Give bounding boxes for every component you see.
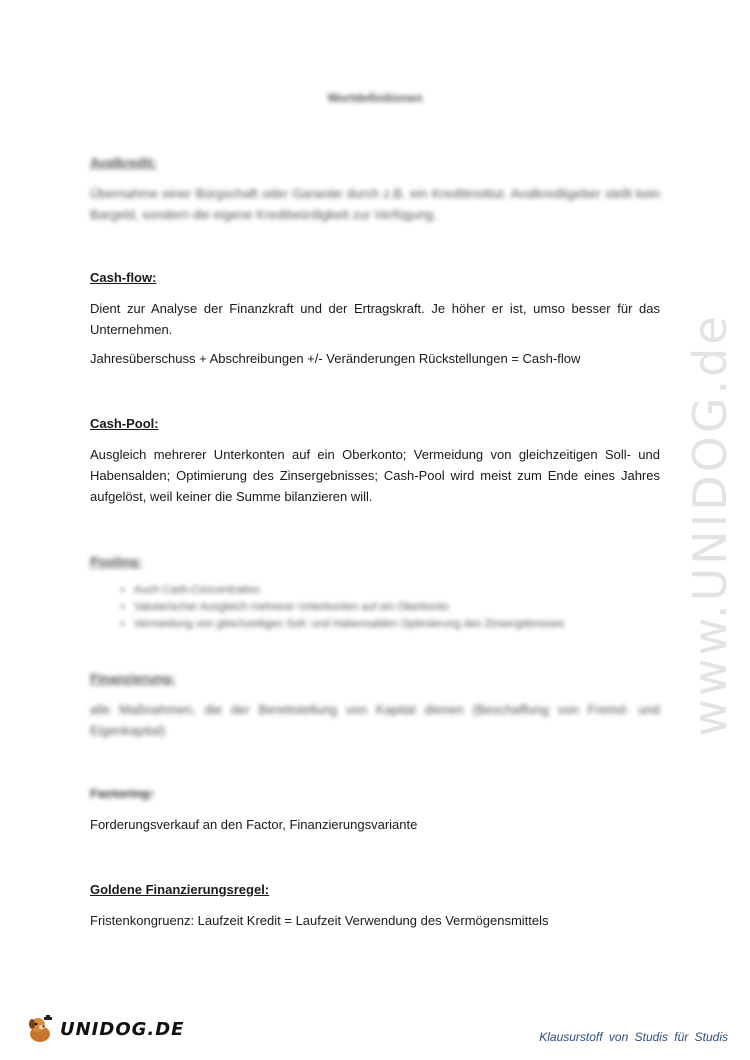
bullet-list: [90, 582, 660, 633]
section-paragraph: alle Maßnahmen, die der Bereitstellung von Kapital dienen (Beschaffung von Fremd- und Eigenkapital): [90, 702, 660, 738]
watermark: www.UNIDOG.de: [683, 313, 737, 737]
section-heading: Factoring:: [90, 786, 154, 801]
section-paragraph: Fristenkongruenz: Laufzeit Kredit = Laufzeit Verwendung des Vermögensmittels: [90, 913, 549, 928]
section-paragraph: Übernahme einer Bürgschaft oder Garantie durch z.B. ein Kreditinstitut. Avalkreditgeber stellt kein Bargeld, sondern die eigene Kreditwürdigkeit zur Verfügung.: [90, 186, 660, 222]
list-item: • Valutarischer Ausgleich mehrerer Unterkonten auf ein Oberkonto: [134, 599, 660, 616]
section-pooling: [90, 551, 660, 633]
section-cash-flow: [90, 267, 660, 369]
section-goldene-finanzierungsregel: [90, 879, 660, 939]
logo-text: UNIDOG.DE: [60, 1018, 185, 1040]
document-title: Wortdefinitionen: [327, 91, 423, 105]
section-heading: Avalkredit:: [90, 155, 157, 170]
section-avalkredit: [90, 152, 660, 233]
footer-logo[interactable]: [24, 1014, 184, 1044]
cash-flow-formula: Jahresüberschuss + Abschreibungen +/- Veränderungen Rückstellungen = Cash-flow: [90, 351, 581, 366]
section-paragraph: Forderungsverkauf an den Factor, Finanzierungsvariante: [90, 817, 418, 832]
section-heading: Finanzierung:: [90, 671, 176, 686]
section-paragraph: Dient zur Analyse der Finanzkraft und der Ertragskraft. Je höher er ist, umso besser für das Unternehmen.: [90, 301, 660, 337]
section-heading: Cash-Pool:: [90, 416, 159, 431]
section-cash-pool: [90, 413, 660, 515]
dog-mascot-icon: [24, 1014, 56, 1044]
list-item: • Auch Cash-Concentration: [134, 582, 660, 599]
section-heading: Goldene Finanzierungsregel:: [90, 882, 270, 897]
section-heading: Cash-flow:: [90, 270, 157, 285]
section-heading: Pooling:: [90, 554, 142, 569]
footer-tagline: Klausurstoff von Studis für Studis: [539, 1030, 728, 1044]
section-factoring: [90, 783, 660, 843]
list-item: • Vermeidung von gleichzeitigen Soll- und Habensalden Optimierung des Zinsergebnisses: [134, 616, 660, 633]
section-paragraph: Ausgleich mehrerer Unterkonten auf ein Oberkonto; Vermeidung von gleichzeitigen Soll- und Habensalden; Optimierung des Zinsergebnisses; Cash-Pool wird meist zum Ende eines Jahres aufgelöst, weil keiner die Summe bilanzieren will.: [90, 447, 660, 504]
section-finanzierung: [90, 668, 660, 749]
